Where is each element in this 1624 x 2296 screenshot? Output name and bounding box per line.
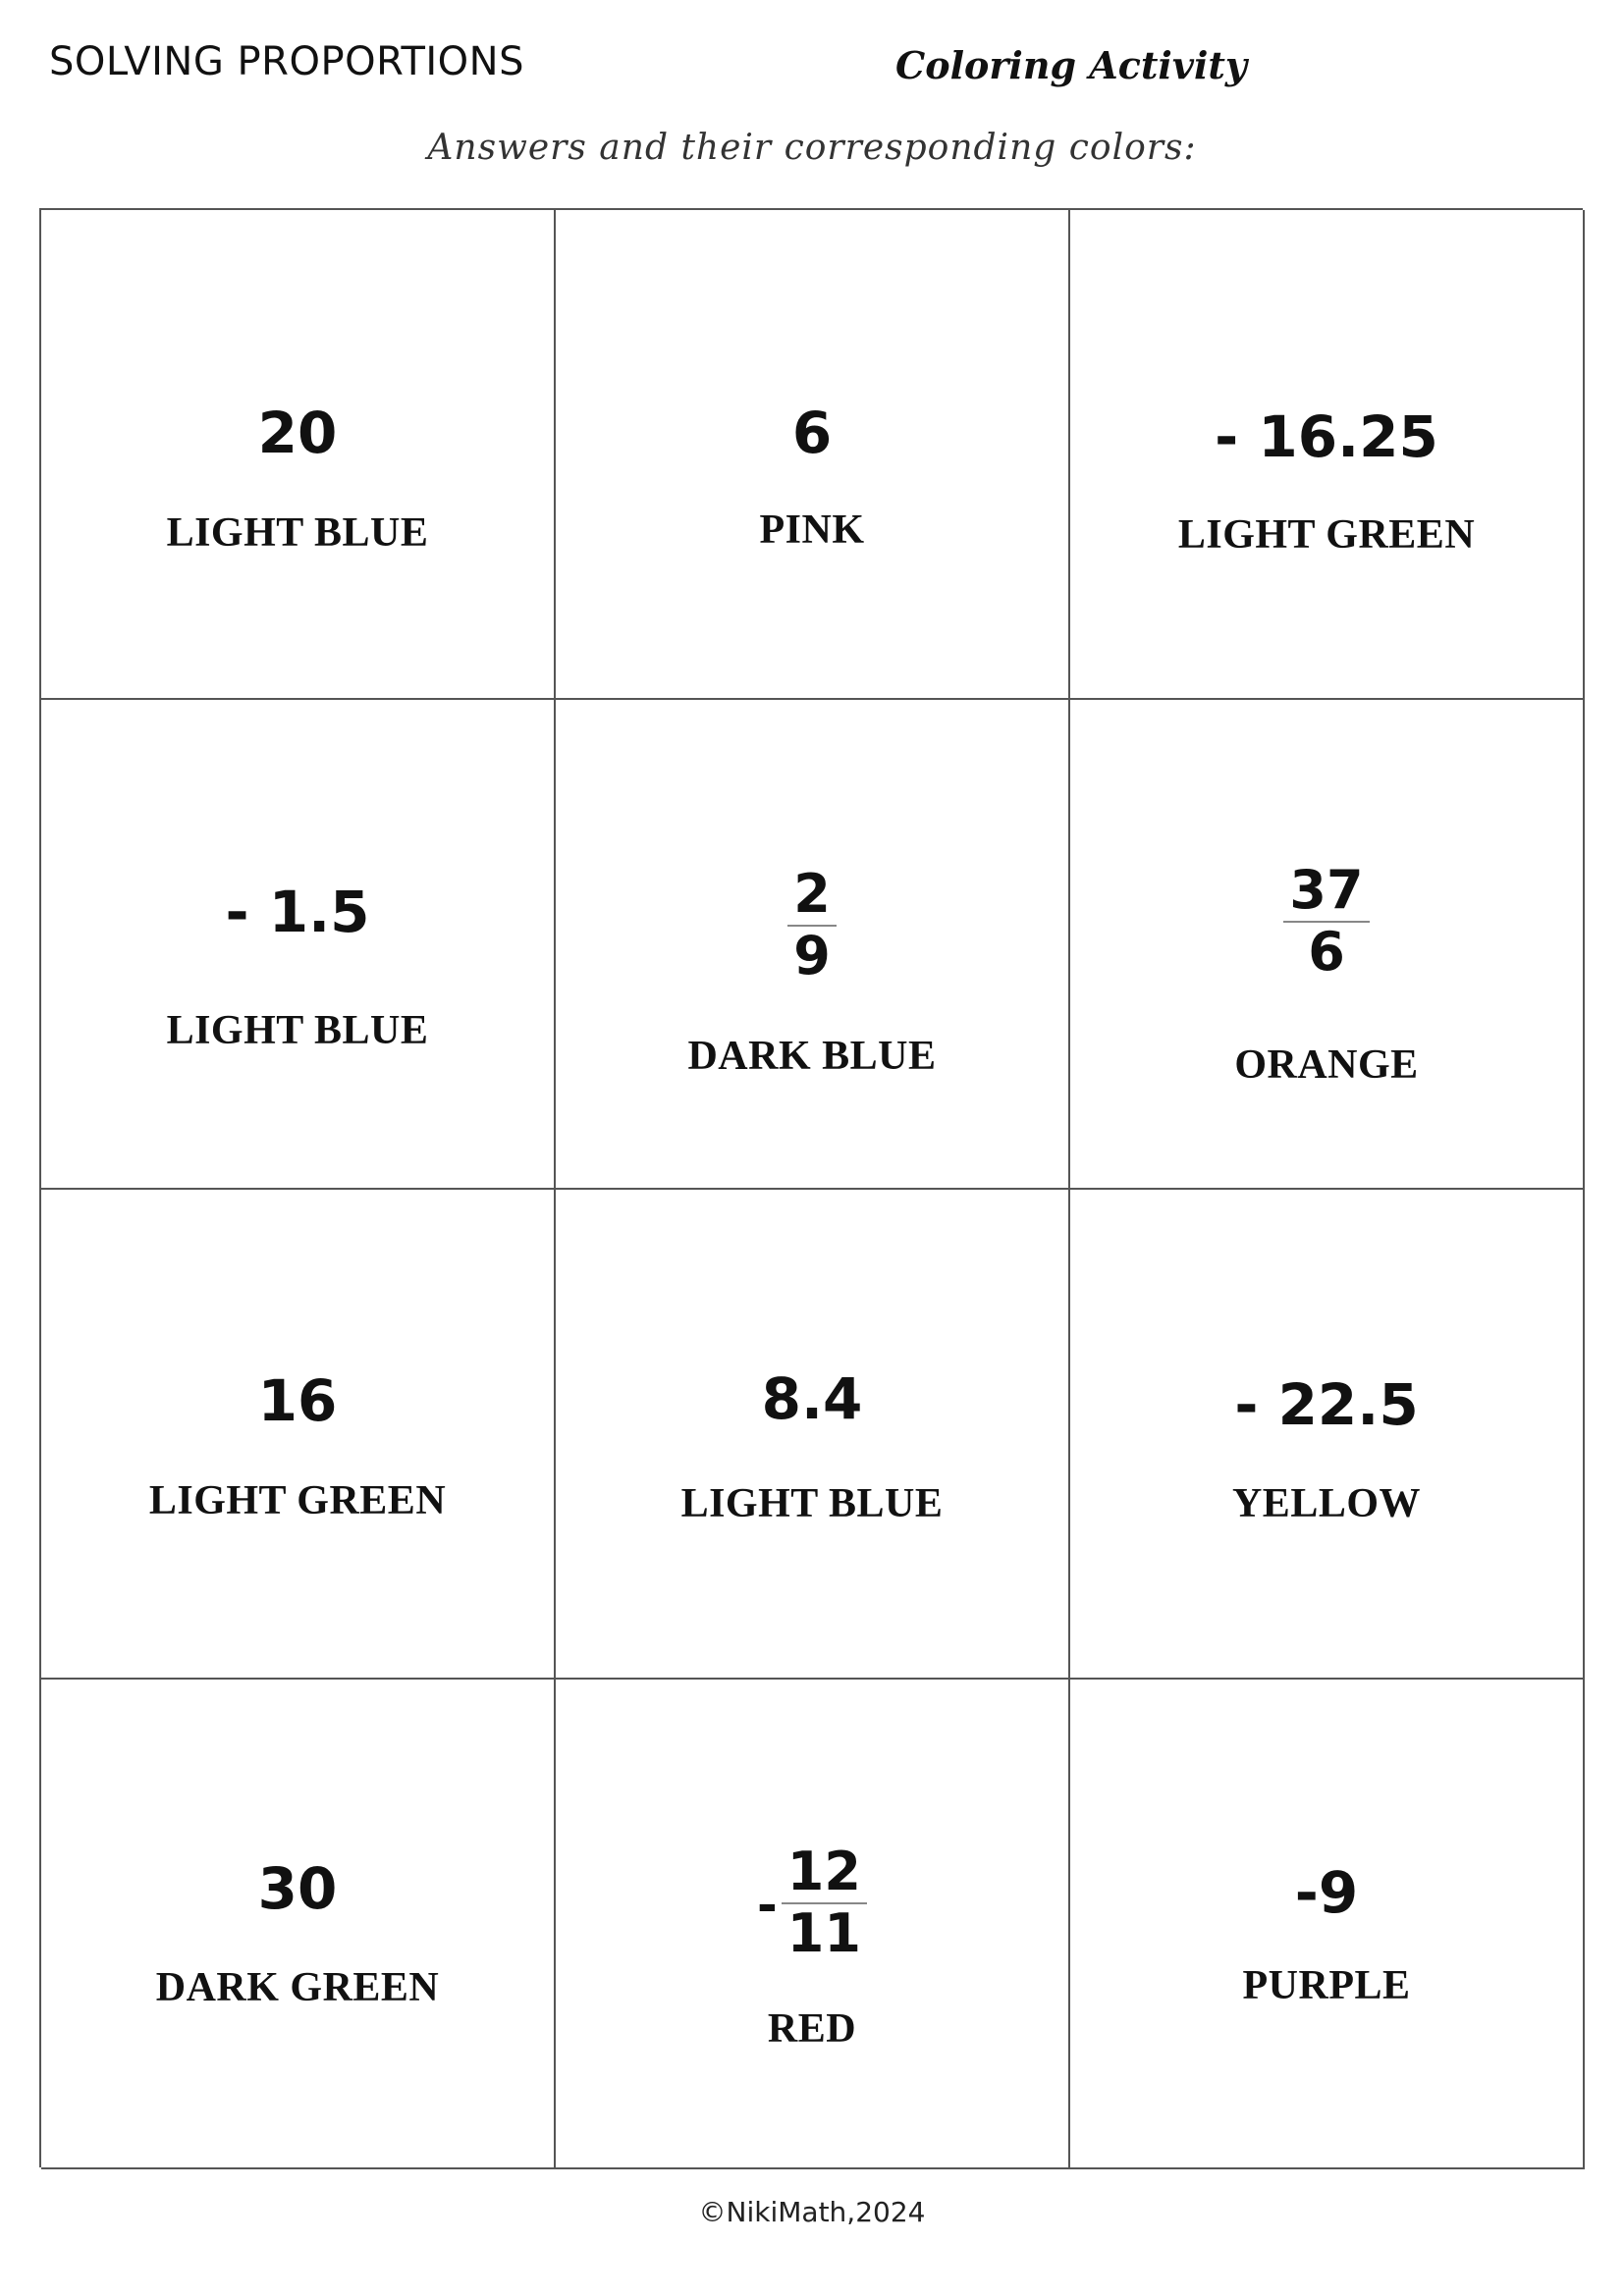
answer-value: 16: [257, 1367, 338, 1434]
answer-value: -9: [1294, 1859, 1359, 1926]
fraction-answer: [556, 1841, 1068, 1964]
fraction: [782, 1841, 867, 1964]
answer-value: 30: [257, 1855, 338, 1922]
color-label: LIGHT GREEN: [1177, 512, 1476, 558]
answer-cell: [556, 1680, 1070, 2169]
fraction-numerator: 12: [782, 1844, 867, 1904]
answer-cell: [556, 700, 1070, 1190]
fraction-denominator: 11: [786, 1901, 861, 1964]
color-label: YELLOW: [1231, 1481, 1422, 1526]
answer-cell: [41, 1680, 556, 2169]
answer-cell: [1070, 210, 1585, 700]
fraction-answer: [1070, 859, 1583, 983]
color-label: PINK: [759, 507, 865, 553]
answer-cell: [41, 1190, 556, 1680]
color-label: PURPLE: [1242, 1963, 1411, 2008]
answer-value: 20: [257, 400, 338, 466]
answer-value: 8.4: [761, 1365, 863, 1432]
activity-label: Coloring Activity: [895, 43, 1248, 87]
fraction-denominator: 9: [793, 924, 831, 987]
worksheet-title: SOLVING PROPORTIONS: [49, 39, 524, 84]
fraction-sign: -: [757, 1876, 778, 1934]
answer-cell: [1070, 1680, 1585, 2169]
color-label: LIGHT GREEN: [148, 1478, 447, 1523]
answer-value: - 1.5: [225, 879, 370, 945]
answer-cell: [41, 210, 556, 700]
answer-cell: [41, 700, 556, 1190]
fraction: [787, 863, 837, 987]
subtitle: Answers and their corresponding colors:: [427, 128, 1197, 168]
color-label: DARK BLUE: [687, 1034, 937, 1079]
answer-value: - 22.5: [1234, 1371, 1419, 1438]
fraction-denominator: 6: [1308, 920, 1345, 983]
answer-value: - 16.25: [1215, 403, 1438, 470]
color-label: LIGHT BLUE: [166, 1008, 429, 1053]
answer-color-grid: [39, 208, 1583, 2167]
color-label: DARK GREEN: [155, 1965, 440, 2010]
answer-value: 6: [791, 400, 833, 466]
answer-cell: [1070, 1190, 1585, 1680]
color-label: RED: [767, 2006, 857, 2052]
color-label: LIGHT BLUE: [680, 1481, 944, 1526]
fraction-answer: [556, 863, 1068, 987]
answer-cell: [556, 1190, 1070, 1680]
fraction-numerator: 37: [1283, 863, 1369, 923]
copyright-footer: ©NikiMath,2024: [698, 2196, 926, 2228]
fraction-numerator: 2: [787, 867, 837, 927]
answer-cell: [1070, 700, 1585, 1190]
fraction: [1283, 859, 1369, 983]
answer-cell: [556, 210, 1070, 700]
color-label: LIGHT BLUE: [166, 510, 429, 556]
color-label: ORANGE: [1234, 1042, 1419, 1088]
